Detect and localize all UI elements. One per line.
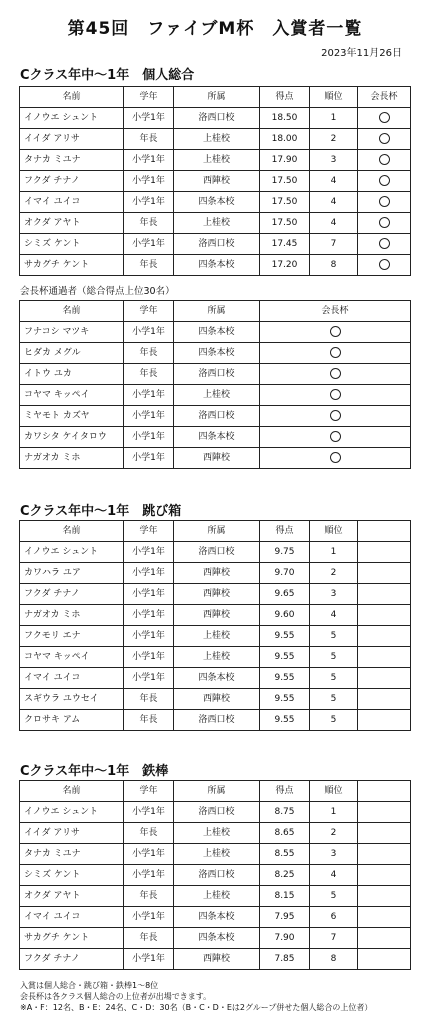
circle-icon bbox=[379, 196, 390, 207]
score-cell: 18.00 bbox=[260, 129, 310, 150]
table-row bbox=[20, 928, 411, 949]
circle-icon bbox=[379, 217, 390, 228]
table-header-row bbox=[20, 301, 411, 322]
score-cell: 7.85 bbox=[260, 949, 310, 970]
name-cell: イマイ ユイコ bbox=[20, 192, 124, 213]
blank-cell bbox=[358, 865, 411, 886]
grade-cell: 小学1年 bbox=[124, 542, 174, 563]
school-cell: 上桂校 bbox=[174, 385, 260, 406]
cup-cell bbox=[358, 108, 411, 129]
circle-icon bbox=[330, 410, 341, 421]
name-cell: ミヤモト カズヤ bbox=[20, 406, 124, 427]
score-cell: 8.15 bbox=[260, 886, 310, 907]
table-row bbox=[20, 343, 411, 364]
grade-cell: 小学1年 bbox=[124, 171, 174, 192]
table-header-row bbox=[20, 87, 411, 108]
school-cell: 上桂校 bbox=[174, 844, 260, 865]
name-cell: シミズ ケント bbox=[20, 234, 124, 255]
school-cell: 四条本校 bbox=[174, 668, 260, 689]
column-header: 会長杯 bbox=[260, 301, 411, 322]
rank-cell: 4 bbox=[310, 171, 358, 192]
blank-cell bbox=[358, 689, 411, 710]
table-row bbox=[20, 255, 411, 276]
name-cell: シミズ ケント bbox=[20, 865, 124, 886]
school-cell: 洛西口校 bbox=[174, 406, 260, 427]
name-cell: イノウエ シュント bbox=[20, 802, 124, 823]
rank-cell: 5 bbox=[310, 668, 358, 689]
column-header: 学年 bbox=[124, 781, 174, 802]
score-cell: 9.55 bbox=[260, 668, 310, 689]
table-row bbox=[20, 710, 411, 731]
rank-cell: 1 bbox=[310, 802, 358, 823]
grade-cell: 小学1年 bbox=[124, 406, 174, 427]
name-cell: イマイ ユイコ bbox=[20, 907, 124, 928]
rank-cell: 8 bbox=[310, 255, 358, 276]
school-cell: 西陣校 bbox=[174, 171, 260, 192]
note-line: 会長杯は各クラス個人総合の上位者が出場できます。 bbox=[20, 992, 212, 1001]
table-row bbox=[20, 844, 411, 865]
score-cell: 17.50 bbox=[260, 192, 310, 213]
grade-cell: 小学1年 bbox=[124, 907, 174, 928]
circle-icon bbox=[330, 452, 341, 463]
blank-cell bbox=[358, 886, 411, 907]
score-cell: 9.55 bbox=[260, 689, 310, 710]
vault-table bbox=[19, 520, 411, 731]
column-header: 得点 bbox=[260, 781, 310, 802]
circle-icon bbox=[330, 431, 341, 442]
school-cell: 西陣校 bbox=[174, 584, 260, 605]
grade-cell: 年長 bbox=[124, 886, 174, 907]
score-cell: 9.60 bbox=[260, 605, 310, 626]
name-cell: カワハラ ユア bbox=[20, 563, 124, 584]
column-header: 所属 bbox=[174, 781, 260, 802]
table-row bbox=[20, 364, 411, 385]
rank-cell: 4 bbox=[310, 192, 358, 213]
grade-cell: 小学1年 bbox=[124, 563, 174, 584]
table-row bbox=[20, 108, 411, 129]
name-cell: イイダ アリサ bbox=[20, 823, 124, 844]
table-row bbox=[20, 626, 411, 647]
name-cell: フクダ チナノ bbox=[20, 949, 124, 970]
score-cell: 9.70 bbox=[260, 563, 310, 584]
name-cell: サカグチ ケント bbox=[20, 255, 124, 276]
grade-cell: 年長 bbox=[124, 213, 174, 234]
grade-cell: 小学1年 bbox=[124, 647, 174, 668]
blank-cell bbox=[358, 949, 411, 970]
bar-heading: Cクラス年中～1年 鉄棒 bbox=[20, 764, 169, 779]
cup-cell bbox=[260, 364, 411, 385]
score-cell: 9.75 bbox=[260, 542, 310, 563]
blank-cell bbox=[358, 710, 411, 731]
school-cell: 上桂校 bbox=[174, 823, 260, 844]
school-cell: 洛西口校 bbox=[174, 364, 260, 385]
grade-cell: 小学1年 bbox=[124, 448, 174, 469]
column-header: 所属 bbox=[174, 87, 260, 108]
bar-table bbox=[19, 780, 411, 970]
rank-cell: 7 bbox=[310, 928, 358, 949]
score-cell: 8.65 bbox=[260, 823, 310, 844]
cup-cell bbox=[358, 192, 411, 213]
name-cell: タナカ ミユナ bbox=[20, 150, 124, 171]
column-header: 順位 bbox=[310, 521, 358, 542]
score-cell: 8.55 bbox=[260, 844, 310, 865]
table-row bbox=[20, 192, 411, 213]
school-cell: 四条本校 bbox=[174, 907, 260, 928]
grade-cell: 小学1年 bbox=[124, 234, 174, 255]
school-cell: 西陣校 bbox=[174, 448, 260, 469]
table-row bbox=[20, 406, 411, 427]
column-header: 名前 bbox=[20, 301, 124, 322]
school-cell: 上桂校 bbox=[174, 213, 260, 234]
school-cell: 四条本校 bbox=[174, 343, 260, 364]
table-row bbox=[20, 668, 411, 689]
score-cell: 17.50 bbox=[260, 213, 310, 234]
table-row bbox=[20, 907, 411, 928]
table-row bbox=[20, 385, 411, 406]
cup-cell bbox=[260, 385, 411, 406]
name-cell: イマイ ユイコ bbox=[20, 668, 124, 689]
column-header-blank bbox=[358, 521, 411, 542]
grade-cell: 年長 bbox=[124, 343, 174, 364]
school-cell: 西陣校 bbox=[174, 689, 260, 710]
grade-cell: 年長 bbox=[124, 255, 174, 276]
circle-icon bbox=[330, 326, 341, 337]
blank-cell bbox=[358, 907, 411, 928]
rank-cell: 5 bbox=[310, 886, 358, 907]
blank-cell bbox=[358, 563, 411, 584]
column-header-blank bbox=[358, 781, 411, 802]
passers-table bbox=[19, 300, 411, 469]
score-cell: 9.55 bbox=[260, 626, 310, 647]
name-cell: イトウ ユカ bbox=[20, 364, 124, 385]
circle-icon bbox=[330, 368, 341, 379]
cup-cell bbox=[358, 150, 411, 171]
name-cell: ナガオカ ミホ bbox=[20, 448, 124, 469]
table-row bbox=[20, 171, 411, 192]
score-cell: 9.55 bbox=[260, 710, 310, 731]
table-row bbox=[20, 865, 411, 886]
rank-cell: 4 bbox=[310, 213, 358, 234]
circle-icon bbox=[379, 238, 390, 249]
grade-cell: 小学1年 bbox=[124, 584, 174, 605]
circle-icon bbox=[330, 389, 341, 400]
table-row bbox=[20, 129, 411, 150]
rank-cell: 3 bbox=[310, 584, 358, 605]
column-header: 得点 bbox=[260, 87, 310, 108]
name-cell: オクダ アヤト bbox=[20, 886, 124, 907]
name-cell: ヒダカ メグル bbox=[20, 343, 124, 364]
rank-cell: 7 bbox=[310, 234, 358, 255]
table-row bbox=[20, 448, 411, 469]
column-header: 名前 bbox=[20, 781, 124, 802]
grade-cell: 小学1年 bbox=[124, 605, 174, 626]
column-header: 名前 bbox=[20, 87, 124, 108]
column-header: 順位 bbox=[310, 781, 358, 802]
score-cell: 18.50 bbox=[260, 108, 310, 129]
school-cell: 洛西口校 bbox=[174, 710, 260, 731]
circle-icon bbox=[379, 259, 390, 270]
table-row bbox=[20, 213, 411, 234]
name-cell: フクモリ エナ bbox=[20, 626, 124, 647]
vault-heading: Cクラス年中～1年 跳び箱 bbox=[20, 504, 182, 519]
grade-cell: 小学1年 bbox=[124, 427, 174, 448]
blank-cell bbox=[358, 802, 411, 823]
column-header: 学年 bbox=[124, 87, 174, 108]
school-cell: 上桂校 bbox=[174, 886, 260, 907]
blank-cell bbox=[358, 647, 411, 668]
passers-heading: 会長杯通過者（総合得点上位30名） bbox=[20, 286, 175, 297]
name-cell: イノウエ シュント bbox=[20, 108, 124, 129]
rank-cell: 3 bbox=[310, 150, 358, 171]
rank-cell: 2 bbox=[310, 823, 358, 844]
column-header: 学年 bbox=[124, 301, 174, 322]
table-row bbox=[20, 949, 411, 970]
name-cell: コヤマ キッペイ bbox=[20, 385, 124, 406]
cup-cell bbox=[358, 213, 411, 234]
rank-cell: 5 bbox=[310, 626, 358, 647]
school-cell: 西陣校 bbox=[174, 563, 260, 584]
school-cell: 上桂校 bbox=[174, 626, 260, 647]
blank-cell bbox=[358, 605, 411, 626]
column-header: 会長杯 bbox=[358, 87, 411, 108]
name-cell: イイダ アリサ bbox=[20, 129, 124, 150]
school-cell: 上桂校 bbox=[174, 129, 260, 150]
grade-cell: 年長 bbox=[124, 710, 174, 731]
name-cell: フクダ チナノ bbox=[20, 584, 124, 605]
rank-cell: 3 bbox=[310, 844, 358, 865]
table-row bbox=[20, 542, 411, 563]
name-cell: コヤマ キッペイ bbox=[20, 647, 124, 668]
grade-cell: 年長 bbox=[124, 823, 174, 844]
circle-icon bbox=[379, 112, 390, 123]
score-cell: 17.50 bbox=[260, 171, 310, 192]
cup-cell bbox=[358, 171, 411, 192]
grade-cell: 小学1年 bbox=[124, 668, 174, 689]
table-row bbox=[20, 886, 411, 907]
score-cell: 7.90 bbox=[260, 928, 310, 949]
school-cell: 洛西口校 bbox=[174, 234, 260, 255]
name-cell: イノウエ シュント bbox=[20, 542, 124, 563]
table-row bbox=[20, 427, 411, 448]
grade-cell: 小学1年 bbox=[124, 150, 174, 171]
blank-cell bbox=[358, 928, 411, 949]
blank-cell bbox=[358, 626, 411, 647]
grade-cell: 年長 bbox=[124, 689, 174, 710]
blank-cell bbox=[358, 668, 411, 689]
page-title: 第45回 ファイブM杯 入賞者一覧 bbox=[67, 19, 363, 39]
table-row bbox=[20, 584, 411, 605]
grade-cell: 小学1年 bbox=[124, 844, 174, 865]
score-cell: 17.20 bbox=[260, 255, 310, 276]
name-cell: ナガオカ ミホ bbox=[20, 605, 124, 626]
column-header: 所属 bbox=[174, 521, 260, 542]
blank-cell bbox=[358, 542, 411, 563]
cup-cell bbox=[260, 406, 411, 427]
table-row bbox=[20, 322, 411, 343]
grade-cell: 小学1年 bbox=[124, 949, 174, 970]
rank-cell: 5 bbox=[310, 710, 358, 731]
grade-cell: 小学1年 bbox=[124, 192, 174, 213]
name-cell: スギウラ ユウセイ bbox=[20, 689, 124, 710]
score-cell: 17.90 bbox=[260, 150, 310, 171]
blank-cell bbox=[358, 584, 411, 605]
circle-icon bbox=[379, 154, 390, 165]
school-cell: 洛西口校 bbox=[174, 802, 260, 823]
notes bbox=[20, 980, 372, 1013]
circle-icon bbox=[379, 175, 390, 186]
school-cell: 洛西口校 bbox=[174, 865, 260, 886]
school-cell: 四条本校 bbox=[174, 192, 260, 213]
name-cell: サカグチ ケント bbox=[20, 928, 124, 949]
table-row bbox=[20, 647, 411, 668]
rank-cell: 8 bbox=[310, 949, 358, 970]
score-cell: 9.55 bbox=[260, 647, 310, 668]
school-cell: 上桂校 bbox=[174, 150, 260, 171]
rank-cell: 2 bbox=[310, 563, 358, 584]
rank-cell: 1 bbox=[310, 108, 358, 129]
cup-cell bbox=[260, 322, 411, 343]
score-cell: 8.75 bbox=[260, 802, 310, 823]
school-cell: 四条本校 bbox=[174, 928, 260, 949]
note-line: 入賞は個人総合・跳び箱・鉄棒1～8位 bbox=[20, 981, 159, 990]
grade-cell: 小学1年 bbox=[124, 865, 174, 886]
rank-cell: 4 bbox=[310, 605, 358, 626]
rank-cell: 5 bbox=[310, 689, 358, 710]
rank-cell: 6 bbox=[310, 907, 358, 928]
grade-cell: 小学1年 bbox=[124, 322, 174, 343]
rank-cell: 2 bbox=[310, 129, 358, 150]
school-cell: 上桂校 bbox=[174, 647, 260, 668]
name-cell: カワシタ ケイタロウ bbox=[20, 427, 124, 448]
cup-cell bbox=[260, 427, 411, 448]
grade-cell: 小学1年 bbox=[124, 802, 174, 823]
blank-cell bbox=[358, 823, 411, 844]
table-row bbox=[20, 689, 411, 710]
school-cell: 洛西口校 bbox=[174, 542, 260, 563]
table-row bbox=[20, 802, 411, 823]
grade-cell: 年長 bbox=[124, 364, 174, 385]
column-header: 順位 bbox=[310, 87, 358, 108]
score-cell: 17.45 bbox=[260, 234, 310, 255]
table-row bbox=[20, 150, 411, 171]
column-header: 名前 bbox=[20, 521, 124, 542]
grade-cell: 小学1年 bbox=[124, 108, 174, 129]
school-cell: 四条本校 bbox=[174, 322, 260, 343]
cup-cell bbox=[260, 343, 411, 364]
score-cell: 7.95 bbox=[260, 907, 310, 928]
individual-table bbox=[19, 86, 411, 276]
table-header-row bbox=[20, 521, 411, 542]
name-cell: フナコシ マツキ bbox=[20, 322, 124, 343]
table-row bbox=[20, 605, 411, 626]
blank-cell bbox=[358, 844, 411, 865]
note-line: ※A・F：12名、B・E：24名、C・D：30名（B・C・D・Eは2グループ併せた個人総合の上位者） bbox=[20, 1003, 373, 1012]
individual-heading: Cクラス年中～1年 個人総合 bbox=[20, 68, 195, 83]
score-cell: 9.65 bbox=[260, 584, 310, 605]
school-cell: 四条本校 bbox=[174, 427, 260, 448]
cup-cell bbox=[358, 234, 411, 255]
grade-cell: 年長 bbox=[124, 129, 174, 150]
name-cell: フクダ チナノ bbox=[20, 171, 124, 192]
circle-icon bbox=[379, 133, 390, 144]
cup-cell bbox=[358, 129, 411, 150]
rank-cell: 5 bbox=[310, 647, 358, 668]
event-date: 2023年11月26日 bbox=[321, 48, 402, 59]
circle-icon bbox=[330, 347, 341, 358]
grade-cell: 年長 bbox=[124, 928, 174, 949]
cup-cell bbox=[260, 448, 411, 469]
table-row bbox=[20, 563, 411, 584]
column-header: 得点 bbox=[260, 521, 310, 542]
table-row bbox=[20, 234, 411, 255]
school-cell: 西陣校 bbox=[174, 605, 260, 626]
column-header: 学年 bbox=[124, 521, 174, 542]
school-cell: 四条本校 bbox=[174, 255, 260, 276]
name-cell: タナカ ミユナ bbox=[20, 844, 124, 865]
table-header-row bbox=[20, 781, 411, 802]
name-cell: オクダ アヤト bbox=[20, 213, 124, 234]
grade-cell: 小学1年 bbox=[124, 385, 174, 406]
cup-cell bbox=[358, 255, 411, 276]
column-header: 所属 bbox=[174, 301, 260, 322]
school-cell: 洛西口校 bbox=[174, 108, 260, 129]
name-cell: クロサキ アム bbox=[20, 710, 124, 731]
rank-cell: 1 bbox=[310, 542, 358, 563]
school-cell: 西陣校 bbox=[174, 949, 260, 970]
rank-cell: 4 bbox=[310, 865, 358, 886]
score-cell: 8.25 bbox=[260, 865, 310, 886]
table-row bbox=[20, 823, 411, 844]
grade-cell: 小学1年 bbox=[124, 626, 174, 647]
